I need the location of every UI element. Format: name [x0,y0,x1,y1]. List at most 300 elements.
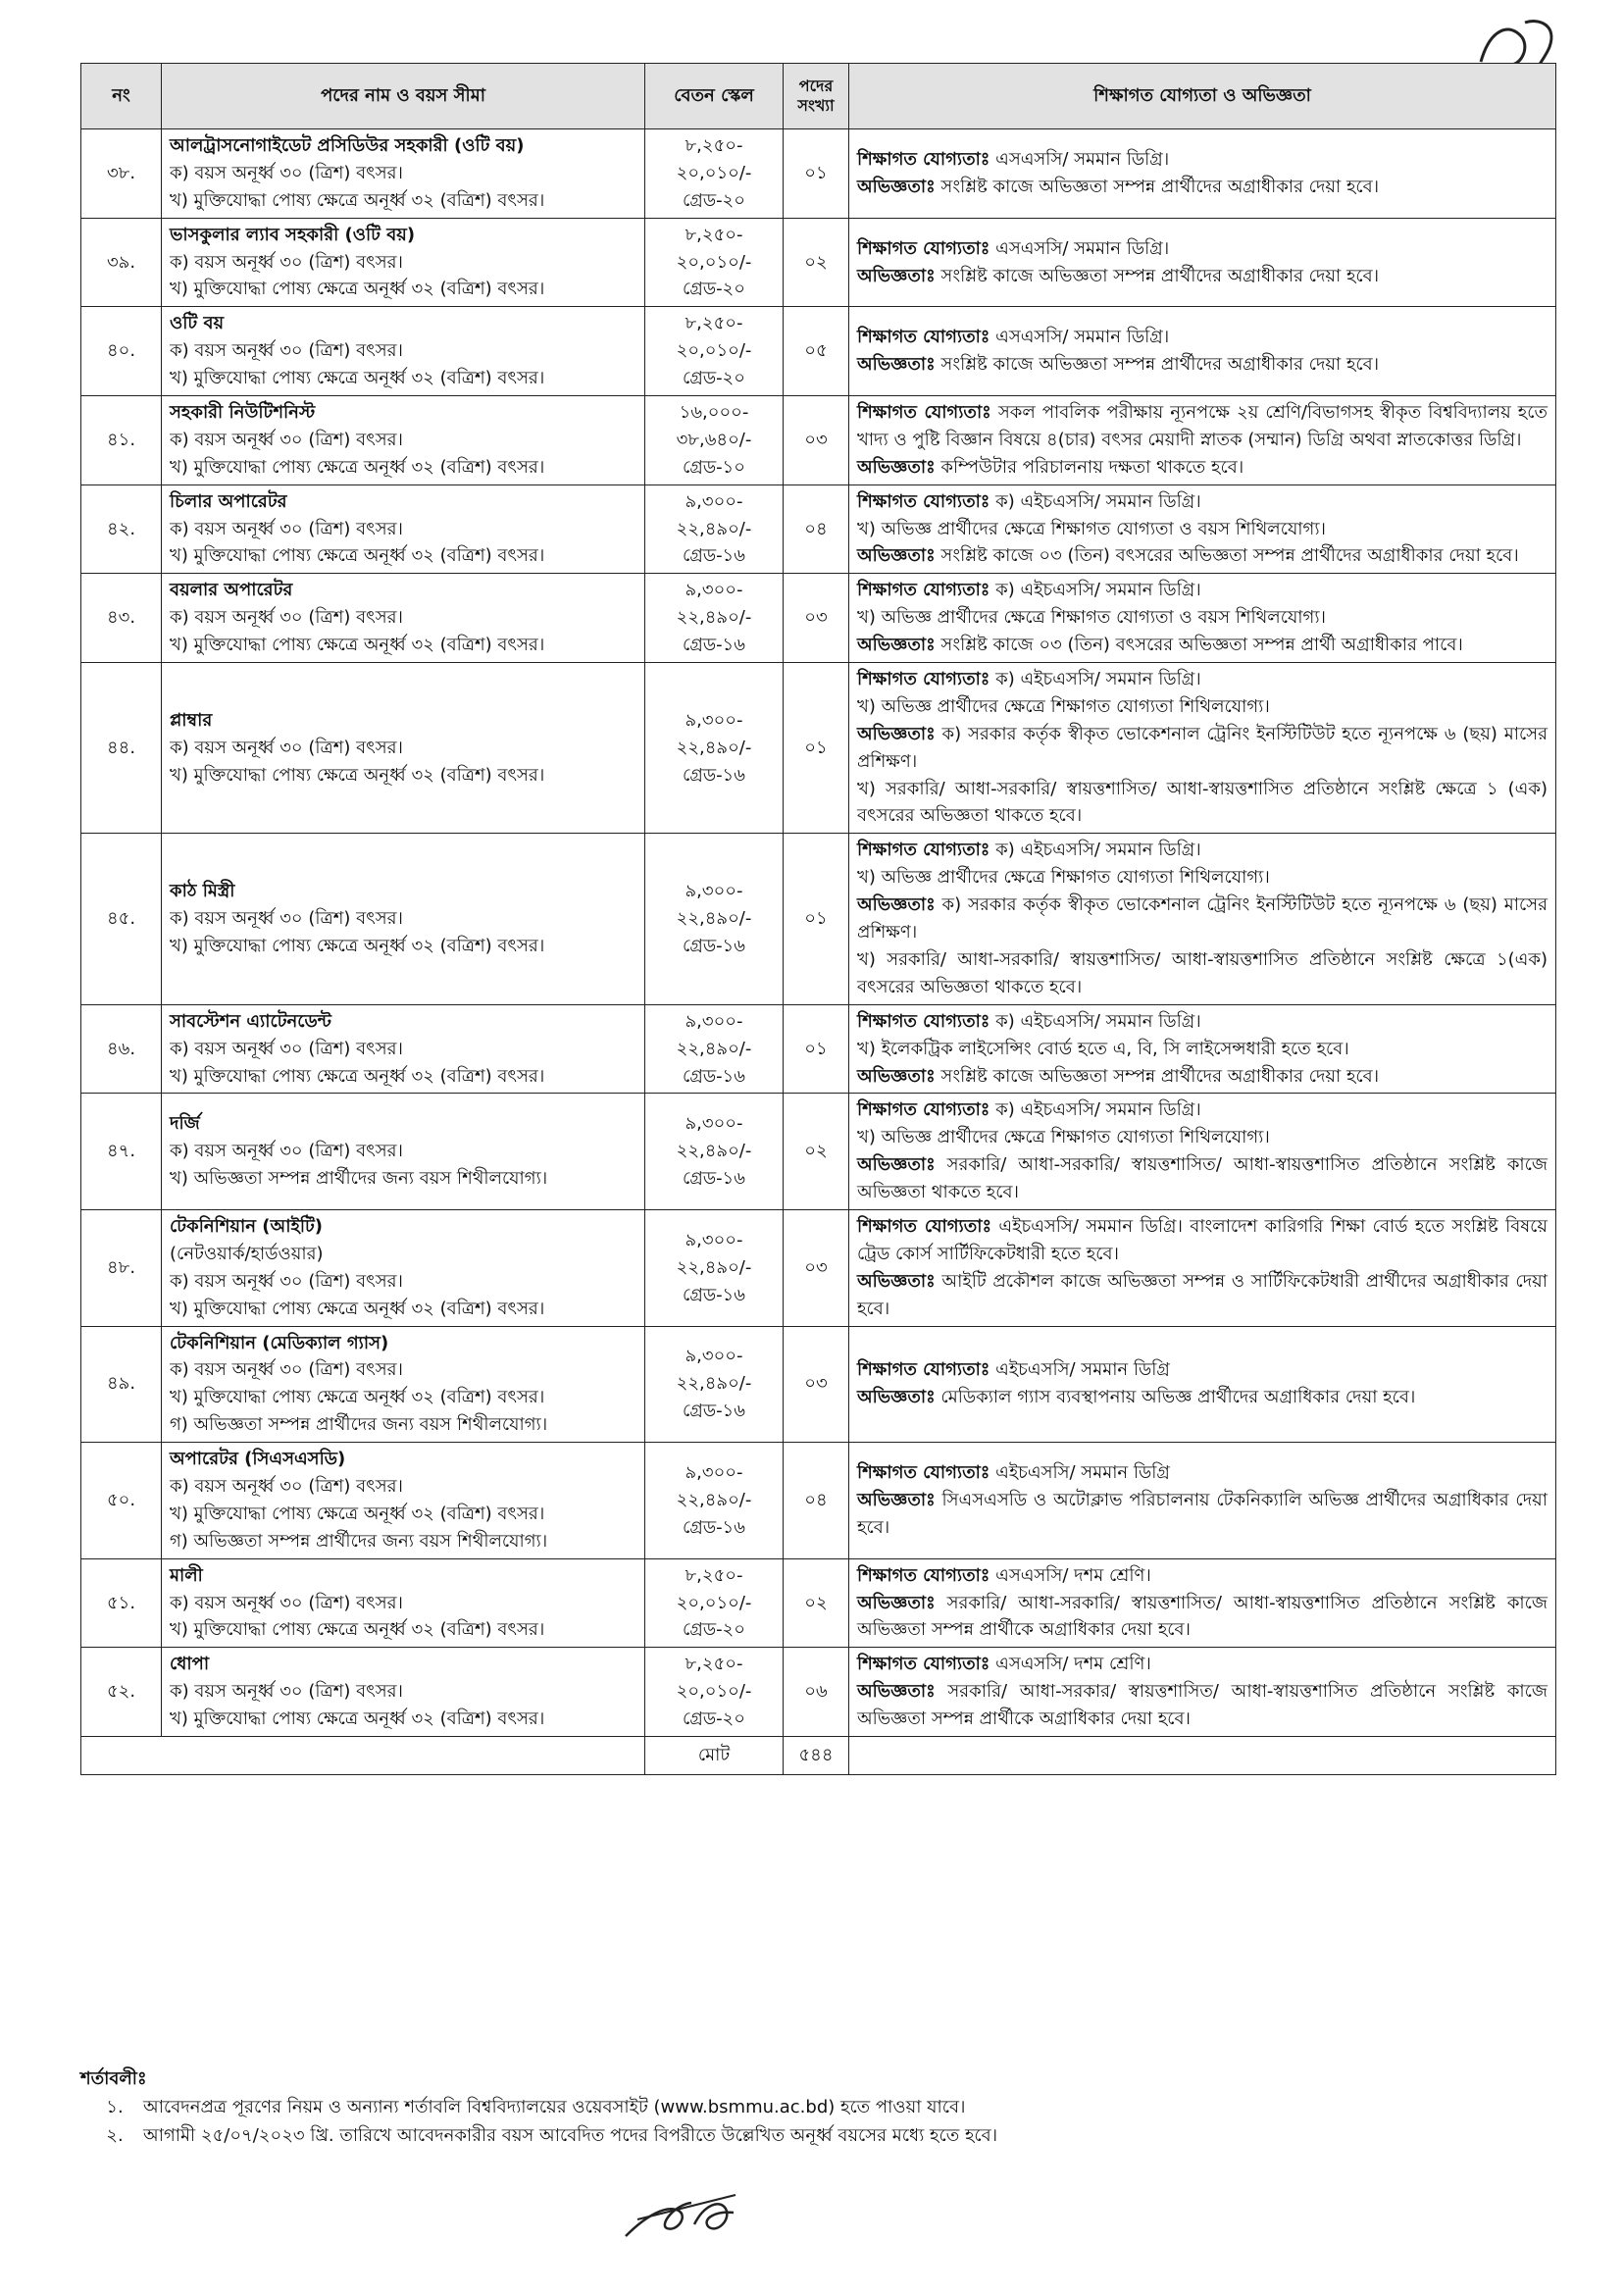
row-number: ৪২. [81,484,162,574]
age-limit-line: (নেটওয়ার্ক/হার্ডওয়ার) [170,1243,324,1264]
qualification-line [857,146,1548,174]
qualification-cell [849,1443,1556,1559]
pay-scale-line: ২২,৪৯০/- [676,1256,752,1278]
qualification-text: ক) সরকার কর্তৃক স্বীকৃত ভোকেশনাল ট্রেনিং ইনস্টিটিউট হতে ন্যূনপক্ষে ৬ (ছয়) মাসের প্রশিক্ষণ। [857,894,1548,943]
pay-scale-line: গ্রেড-২০ [683,1708,745,1730]
qualification-text: খ) ইলেকট্রিক লাইসেন্সিং বোর্ড হতে এ, বি, সি লাইসেন্সধারী হতে হবে। [857,1038,1349,1059]
qualification-label: শিক্ষাগত যোগ্যতাঃ [857,1010,990,1032]
qualification-text: খ) অভিজ্ঞ প্রার্থীদের ক্ষেত্রে শিক্ষাগত যোগ্যতা শিথিলযোগ্য। [857,1127,1270,1148]
table-row [81,218,1556,307]
pay-scale-cell [645,663,784,834]
qualification-line [857,1678,1548,1733]
table-row [81,1558,1556,1648]
header-name: পদের নাম ও বয়স সীমা [162,64,645,129]
qualification-line [857,721,1548,776]
age-limit-line: খ) মুক্তিযোদ্ধা পোষ্য ক্ষেত্রে অনূর্ধ্ব ৩২ (বত্রিশ) বৎসর। [170,1503,545,1524]
header-count: পদের সংখ্যা [784,64,849,129]
qualification-line [857,1384,1548,1411]
post-count: ০৫ [784,307,849,396]
qualification-line [857,1651,1548,1678]
qualification-line [857,1459,1548,1487]
age-limit-line: গ) অভিজ্ঞতা সম্পন্ন প্রার্থীদের জন্য বয়স শিথীলযোগ্য। [170,1414,548,1436]
post-count: ০১ [784,663,849,834]
qualification-text: এইচএসসি/ সমমান ডিগ্রি [990,1462,1170,1484]
qualification-cell [849,1004,1556,1094]
post-title: ওটি বয় [170,313,225,334]
age-limit-line: খ) মুক্তিযোদ্ধা পোষ্য ক্ষেত্রে অনূর্ধ্ব ৩২ (বত্রিশ) বৎসর। [170,1387,545,1408]
pay-scale-line: ১৬,০০০- [679,402,749,424]
qualification-label: অভিজ্ঞতাঃ [857,723,936,744]
qualification-line [857,693,1548,721]
table-row [81,1004,1556,1094]
post-title: বয়লার অপারেটর [170,580,293,601]
qualification-line [857,1151,1548,1206]
qualification-line [857,946,1548,1001]
pay-scale-line: ৯,৩০০- [685,490,743,512]
pay-scale-line: গ্রেড-১৬ [683,635,745,656]
age-limit-line: ক) বয়স অনূর্ধ্ব ৩০ (ত্রিশ) বৎসর। [170,1141,403,1162]
post-name-cell [162,1209,645,1326]
table-row [81,1209,1556,1326]
total-row [81,1736,1556,1774]
age-limit-line: ক) বয়স অনূর্ধ্ব ৩০ (ত্রিশ) বৎসর। [170,737,403,758]
qualification-text: খ) সরকারি/ আধা-সরকারি/ স্বায়ত্তশাসিত/ আধা-স্বায়ত্তশাসিত প্রতিষ্ঠানে সংশ্লিষ্ট ক্ষেত্রে ১(এক) বৎসরের অভিজ্ঞতা থাকতে হবে। [857,948,1548,997]
pay-scale-line: গ্রেড-১৬ [683,935,745,956]
pay-scale-line: ২২,৪৯০/- [676,607,752,629]
qualification-text: ক) এইচএসসি/ সমমান ডিগ্রি। [990,669,1201,690]
qualification-label: অভিজ্ঞতাঃ [857,545,936,567]
pay-scale-line: গ্রেড-২০ [683,189,745,211]
pay-scale-line: গ্রেড-২০ [683,368,745,389]
qualification-cell [849,396,1556,485]
qualification-text: সরকারি/ আধা-সরকারি/ স্বায়ত্তশাসিত/ আধা-স্বায়ত্তশাসিত প্রতিষ্ঠানে সংশ্লিষ্ট কাজে অভিজ্ঞতা সম্পন্ন প্রার্থীকে অগ্রাধিকার দেয়া হবে। [857,1592,1548,1641]
post-title: প্লাম্বার [170,709,213,731]
post-name-cell [162,396,645,485]
qualification-text: সকল পাবলিক পরীক্ষায় ন্যূনপক্ষে ২য় শ্রেণি/বিভাগসহ স্বীকৃত বিশ্ববিদ্যালয় হতে খাদ্য ও পুষ্টি বিজ্ঞান বিষয়ে ৪(চার) বৎসর মেয়াদী স্নাতক (সম্মান) ডিগ্রি অথবা স্নাতকোত্তর ডিগ্রি। [857,402,1548,450]
age-limit-line: খ) মুক্তিযোদ্ধা পোষ্য ক্ষেত্রে অনূর্ধ্ব ৩২ (বত্রিশ) বৎসর। [170,1619,545,1641]
qualification-text: সংশ্লিষ্ট কাজে অভিজ্ঞতা সম্পন্ন প্রার্থীদের অগ্রাধীকার দেয়া হবে। [935,265,1380,286]
pay-scale-cell [645,1443,784,1559]
pay-scale-line: ৮,২৫০- [685,224,743,245]
qualification-cell [849,1209,1556,1326]
qualification-label: শিক্ষাগত যোগ্যতাঃ [857,237,990,259]
age-limit-line: ক) বয়স অনূর্ধ্ব ৩০ (ত্রিশ) বৎসর। [170,1270,403,1292]
age-limit-line: খ) মুক্তিযোদ্ধা পোষ্য ক্ষেত্রে অনূর্ধ্ব ৩২ (বত্রিশ) বৎসর। [170,545,545,567]
row-number: ৫০. [81,1443,162,1559]
pay-scale-cell [645,218,784,307]
post-title: মালী [170,1564,203,1586]
age-limit-line: খ) মুক্তিযোদ্ধা পোষ্য ক্ষেত্রে অনূর্ধ্ব ৩২ (বত্রিশ) বৎসর। [170,935,545,956]
qualification-line [857,1562,1548,1590]
table-row [81,1326,1556,1443]
qualification-line [857,351,1548,379]
age-limit-line: ক) বয়স অনূর্ধ্ব ৩০ (ত্রিশ) বৎসর। [170,251,403,273]
post-title: চিলার অপারেটর [170,490,287,512]
signature-mark [618,2175,745,2254]
qualification-line [857,263,1548,290]
qualification-label: অভিজ্ঞতাঃ [857,1065,936,1087]
qualification-label: শিক্ষাগত যোগ্যতাঃ [857,1564,990,1586]
post-name-cell [162,834,645,1004]
post-name-cell [162,307,645,396]
qualification-line [857,1036,1548,1063]
qualification-line [857,454,1548,482]
qualification-label: অভিজ্ঞতাঃ [857,1387,936,1408]
qualification-label: শিক্ষাগত যোগ্যতাঃ [857,1099,990,1121]
post-count: ০৩ [784,1209,849,1326]
terms-item-number: ১. [106,2096,124,2117]
terms-item-text: আবেদনপ্রত্র পূরণের নিয়ম ও অন্যান্য শর্তাবলি বিশ্ববিদ্যালয়ের ওয়েবসাইট (www.bsmmu.ac.bd) হতে পাওয়া যাবে। [143,2096,966,2117]
post-count: ০২ [784,1094,849,1210]
header-scale: বেতন স্কেল [645,64,784,129]
pay-scale-line: ৯,৩০০- [685,580,743,601]
qualification-text: ক) এইচএসসি/ সমমান ডিগ্রি। [990,580,1201,601]
post-name-cell [162,1648,645,1737]
age-limit-line: খ) মুক্তিযোদ্ধা পোষ্য ক্ষেত্রে অনূর্ধ্ব ৩২ (বত্রিশ) বৎসর। [170,764,545,786]
post-count: ০২ [784,218,849,307]
age-limit-line: খ) অভিজ্ঞতা সম্পন্ন প্রার্থীদের জন্য বয়স শিথীলযোগ্য। [170,1168,548,1190]
post-name-cell [162,1004,645,1094]
qualification-text: সংশ্লিষ্ট কাজে অভিজ্ঞতা সম্পন্ন প্রার্থীদের অগ্রাধীকার দেয়া হবে। [935,176,1380,197]
qualification-line [857,488,1548,516]
qualification-line [857,1063,1548,1091]
pay-scale-line: গ্রেড-২০ [683,1619,745,1641]
pay-scale-line: ২০,০১০/- [676,162,752,183]
row-number: ৪৪. [81,663,162,834]
row-number: ৪৭. [81,1094,162,1210]
age-limit-line: ক) বয়স অনূর্ধ্ব ৩০ (ত্রিশ) বৎসর। [170,908,403,930]
qualification-text: ক) এইচএসসি/ সমমান ডিগ্রি। [990,1099,1201,1121]
qualification-label: শিক্ষাগত যোগ্যতাঃ [857,1462,990,1484]
age-limit-line: ক) বয়স অনূর্ধ্ব ৩০ (ত্রিশ) বৎসর। [170,1681,403,1703]
post-title: আলট্রাসনোগাইডেট প্রসিডিউর সহকারী (ওটি বয়) [170,135,525,156]
qualification-text: সংশ্লিষ্ট কাজে ০৩ (তিন) বৎসরের অভিজ্ঞতা সম্পন্ন প্রার্থীদের অগ্রাধীকার দেয়া হবে। [935,545,1519,567]
post-name-cell [162,1094,645,1210]
pay-scale-cell [645,1209,784,1326]
qualification-label: শিক্ষাগত যোগ্যতাঃ [857,580,990,601]
post-count: ০১ [784,129,849,219]
pay-scale-line: ৯,৩০০- [685,1113,743,1135]
qualification-line [857,776,1548,831]
pay-scale-line: ৮,২৫০- [685,1654,743,1675]
row-number: ৪১. [81,396,162,485]
pay-scale-line: ৮,২৫০- [685,313,743,334]
table-row [81,1094,1556,1210]
terms-item [80,2122,1555,2151]
qualification-line [857,837,1548,864]
pay-scale-line: ২০,০১০/- [676,1592,752,1613]
table-row [81,834,1556,1004]
qualification-text: সরকারি/ আধা-সরকার/ স্বায়ত্তশাসিত/ আধা-স্বায়ত্তশাসিত প্রতিষ্ঠানে সংশ্লিষ্ট কাজে অভিজ্ঞতা সম্পন্ন প্রার্থীকে অগ্রাধিকার দেয়া হবে। [857,1681,1548,1730]
post-title: দর্জি [170,1113,200,1135]
qualification-text: খ) অভিজ্ঞ প্রার্থীদের ক্ষেত্রে শিক্ষাগত যোগ্যতা শিথিলযোগ্য। [857,695,1270,717]
pay-scale-line: ২২,৪৯০/- [676,1489,752,1510]
qualification-cell [849,484,1556,574]
table-row [81,307,1556,396]
qualification-line [857,1213,1548,1268]
qualification-line [857,577,1548,604]
pay-scale-cell [645,129,784,219]
terms-heading: শর্তাবলীঃ [80,2068,147,2089]
pay-scale-line: গ্রেড-১৬ [683,1401,745,1422]
pay-scale-line: ২২,৪৯০/- [676,1038,752,1059]
qualification-cell [849,574,1556,663]
pay-scale-line: ৯,৩০০- [685,1229,743,1250]
table-row [81,129,1556,219]
qualification-text: খ) অভিজ্ঞ প্রার্থীদের ক্ষেত্রে শিক্ষাগত যোগ্যতা ও বয়স শিথিলযোগ্য। [857,518,1326,539]
qualification-text: এসএসসি/ দশম শ্রেণি। [990,1654,1151,1675]
post-name-cell [162,574,645,663]
age-limit-line: ক) বয়স অনূর্ধ্ব ৩০ (ত্রিশ) বৎসর। [170,1038,403,1059]
qualification-text: এইচএসসি/ সমমান ডিগ্রি। বাংলাদেশ কারিগরি শিক্ষা বোর্ড হতে সংশ্লিষ্ট বিষয়ে ট্রেড কোর্স সার্টিফিকেটধারী হতে হবে। [857,1215,1548,1264]
pay-scale-line: ৮,২৫০- [685,135,743,156]
post-count: ০৩ [784,574,849,663]
pay-scale-line: ৩৮,৬৪০/- [676,429,752,450]
pay-scale-cell [645,307,784,396]
total-label: মোট [645,1736,784,1774]
qualification-line [857,1487,1548,1542]
qualification-label: শিক্ষাগত যোগ্যতাঃ [857,669,990,690]
pay-scale-cell [645,1326,784,1443]
pay-scale-line: গ্রেড-২০ [683,279,745,300]
qualification-text: সংশ্লিষ্ট কাজে অভিজ্ঞতা সম্পন্ন প্রার্থীদের অগ্রাধীকার দেয়া হবে। [935,354,1380,376]
table-row [81,1443,1556,1559]
post-count: ০৪ [784,484,849,574]
pay-scale-cell [645,1648,784,1737]
post-count: ০৪ [784,1443,849,1559]
post-count: ০২ [784,1558,849,1648]
table-header-row [81,64,1556,129]
qualification-cell [849,1094,1556,1210]
qualification-label: অভিজ্ঞতাঃ [857,1154,936,1176]
qualification-label: অভিজ্ঞতাঃ [857,1592,936,1613]
terms-item [80,2094,1555,2122]
row-number: ৪৮. [81,1209,162,1326]
pay-scale-line: ৯,৩০০- [685,881,743,902]
pay-scale-line: ২০,০১০/- [676,340,752,362]
pay-scale-cell [645,1094,784,1210]
row-number: ৪৩. [81,574,162,663]
pay-scale-cell [645,1004,784,1094]
qualification-cell [849,1558,1556,1648]
age-limit-line: ক) বয়স অনূর্ধ্ব ৩০ (ত্রিশ) বৎসর। [170,607,403,629]
qualification-line [857,235,1548,263]
qualification-text: সিএসএসডি ও অটোক্লাভ পরিচালনায় টেকনিক্যালি অভিজ্ঞ প্রার্থীদের অগ্রাধিকার দেয়া হবে। [857,1489,1548,1538]
table-row [81,574,1556,663]
post-name-cell [162,1443,645,1559]
qualification-text: এইচএসসি/ সমমান ডিগ্রি [990,1359,1170,1381]
post-count: ০১ [784,834,849,1004]
post-title: ভাসকুলার ল্যাব সহকারী (ওটি বয়) [170,224,416,245]
age-limit-line: ক) বয়স অনূর্ধ্ব ৩০ (ত্রিশ) বৎসর। [170,340,403,362]
post-title: টেকনিশিয়ান (আইটি) [170,1215,323,1237]
qualification-text: এসএসসি/ সমমান ডিগ্রি। [990,237,1170,259]
qualification-cell [849,129,1556,219]
age-limit-line: খ) মুক্তিযোদ্ধা পোষ্য ক্ষেত্রে অনূর্ধ্ব ৩২ (বত্রিশ) বৎসর। [170,1065,545,1087]
qualification-line [857,666,1548,693]
age-limit-line: খ) মুক্তিযোদ্ধা পোষ্য ক্ষেত্রে অনূর্ধ্ব ৩২ (বত্রিশ) বৎসর। [170,456,545,478]
total-blank-right [849,1736,1556,1774]
pay-scale-cell [645,834,784,1004]
post-count: ০৩ [784,1326,849,1443]
qualification-line [857,864,1548,892]
post-title: অপারেটর (সিএসএসডি) [170,1449,346,1470]
post-title: সাবস্টেশন এ্যাটেনডেন্ট [170,1010,331,1032]
pay-scale-line: গ্রেড-১৬ [683,545,745,567]
age-limit-line: ক) বয়স অনূর্ধ্ব ৩০ (ত্রিশ) বৎসর। [170,162,403,183]
age-limit-line: খ) মুক্তিযোদ্ধা পোষ্য ক্ষেত্রে অনূর্ধ্ব ৩২ (বত্রিশ) বৎসর। [170,635,545,656]
qualification-line [857,632,1548,659]
row-number: ৫২. [81,1648,162,1737]
post-count: ০৬ [784,1648,849,1737]
qualification-cell [849,663,1556,834]
qualification-text: ক) সরকার কর্তৃক স্বীকৃত ভোকেশনাল ট্রেনিং ইনস্টিটিউট হতে ন্যূনপক্ষে ৬ (ছয়) মাসের প্রশিক্ষণ। [857,723,1548,772]
qualification-line [857,892,1548,946]
pay-scale-line: ২২,৪৯০/- [676,518,752,539]
qualification-label: শিক্ষাগত যোগ্যতাঃ [857,1215,992,1237]
pay-scale-line: গ্রেড-১৬ [683,764,745,786]
post-name-cell [162,1558,645,1648]
post-name-cell [162,1326,645,1443]
job-posts-table [80,63,1556,1775]
qualification-line [857,1096,1548,1124]
qualification-label: অভিজ্ঞতাঃ [857,1681,936,1703]
qualification-label: অভিজ্ঞতাঃ [857,1270,936,1292]
table-row [81,663,1556,834]
table-row [81,396,1556,485]
qualification-line [857,1124,1548,1151]
pay-scale-line: ২০,০১০/- [676,1681,752,1703]
qualification-label: শিক্ষাগত যোগ্যতাঃ [857,840,990,861]
qualification-line [857,542,1548,570]
age-limit-line: ক) বয়স অনূর্ধ্ব ৩০ (ত্রিশ) বৎসর। [170,429,403,450]
age-limit-line: খ) মুক্তিযোদ্ধা পোষ্য ক্ষেত্রে অনূর্ধ্ব ৩২ (বত্রিশ) বৎসর। [170,1708,545,1730]
row-number: ৩৯. [81,218,162,307]
pay-scale-line: ২০,০১০/- [676,251,752,273]
qualification-text: ক) এইচএসসি/ সমমান ডিগ্রি। [990,840,1201,861]
age-limit-line: খ) মুক্তিযোদ্ধা পোষ্য ক্ষেত্রে অনূর্ধ্ব ৩২ (বত্রিশ) বৎসর। [170,279,545,300]
post-name-cell [162,129,645,219]
total-blank [81,1736,645,1774]
qualification-line [857,1356,1548,1384]
qualification-label: অভিজ্ঞতাঃ [857,456,936,478]
header-no: নং [81,64,162,129]
qualification-line [857,324,1548,351]
post-title: কাঠ মিস্ত্রী [170,881,235,902]
qualification-text: মেডিক্যাল গ্যাস ব্যবস্থাপনায় অভিজ্ঞ প্রার্থীদের অগ্রাধিকার দেয়া হবে। [935,1387,1416,1408]
table-row [81,1648,1556,1737]
qualification-line [857,1590,1548,1645]
age-limit-line: গ) অভিজ্ঞতা সম্পন্ন প্রার্থীদের জন্য বয়স শিথীলযোগ্য। [170,1530,548,1552]
post-name-cell [162,218,645,307]
pay-scale-line: ৯,৩০০- [685,709,743,731]
age-limit-line: ক) বয়স অনূর্ধ্ব ৩০ (ত্রিশ) বৎসর। [170,1359,403,1381]
terms-item-text: আগামী ২৫/০৭/২০২৩ খ্রি. তারিখে আবেদনকারীর বয়স আবেদিত পদের বিপরীতে উল্লেখিত অনূর্ধ্ব বয়সের মধ্যে হতে হবে। [143,2124,998,2146]
pay-scale-cell [645,574,784,663]
pay-scale-line: গ্রেড-১৬ [683,1516,745,1538]
total-value: ৫৪৪ [784,1736,849,1774]
age-limit-line: ক) বয়স অনূর্ধ্ব ৩০ (ত্রিশ) বৎসর। [170,1592,403,1613]
pay-scale-line: ৮,২৫০- [685,1564,743,1586]
qualification-text: ক) এইচএসসি/ সমমান ডিগ্রি। [990,490,1201,512]
qualification-line [857,1268,1548,1323]
qualification-label: শিক্ষাগত যোগ্যতাঃ [857,1359,990,1381]
qualification-label: শিক্ষাগত যোগ্যতাঃ [857,327,990,348]
qualification-label: অভিজ্ঞতাঃ [857,635,936,656]
qualification-cell [849,218,1556,307]
post-name-cell [162,484,645,574]
pay-scale-line: গ্রেড-১৬ [683,1065,745,1087]
qualification-line [857,399,1548,454]
qualification-label: অভিজ্ঞতাঃ [857,1489,936,1510]
table-row [81,484,1556,574]
pay-scale-line: গ্রেড-১৬ [683,1168,745,1190]
qualification-line [857,516,1548,543]
qualification-text: খ) সরকারি/ আধা-সরকারি/ স্বায়ত্তশাসিত/ আধা-স্বায়ত্তশাসিত প্রতিষ্ঠানে সংশ্লিষ্ট ক্ষেত্রে ১ (এক) বৎসরের অভিজ্ঞতা থাকতে হবে। [857,778,1548,827]
pay-scale-cell [645,1558,784,1648]
row-number: ৪০. [81,307,162,396]
age-limit-line: খ) মুক্তিযোদ্ধা পোষ্য ক্ষেত্রে অনূর্ধ্ব ৩২ (বত্রিশ) বৎসর। [170,368,545,389]
pay-scale-line: ২২,৪৯০/- [676,737,752,758]
row-number: ৫১. [81,1558,162,1648]
pay-scale-line: গ্রেড-১০ [683,456,745,478]
qualification-text: এসএসসি/ দশম শ্রেণি। [990,1564,1151,1586]
age-limit-line: খ) মুক্তিযোদ্ধা পোষ্য ক্ষেত্রে অনূর্ধ্ব ৩২ (বত্রিশ) বৎসর। [170,1298,545,1319]
terms-item-number: ২. [106,2124,124,2146]
qualification-text: আইটি প্রকৌশল কাজে অভিজ্ঞতা সম্পন্ন ও সার্টিফিকেটধারী প্রার্থীদের অগ্রাধীকার দেয়া হবে। [857,1270,1548,1319]
qualification-label: অভিজ্ঞতাঃ [857,265,936,286]
pay-scale-line: গ্রেড-১৬ [683,1284,745,1305]
qualification-label: অভিজ্ঞতাঃ [857,354,936,376]
pay-scale-line: ২২,৪৯০/- [676,908,752,930]
row-number: ৪৬. [81,1004,162,1094]
qualification-text: কম্পিউটার পরিচালনায় দক্ষতা থাকতে হবে। [935,456,1244,478]
qualification-label: শিক্ষাগত যোগ্যতাঃ [857,148,990,170]
qualification-label: শিক্ষাগত যোগ্যতাঃ [857,490,990,512]
header-qualification: শিক্ষাগত যোগ্যতা ও অভিজ্ঞতা [849,64,1556,129]
qualification-label: শিক্ষাগত যোগ্যতাঃ [857,402,991,424]
qualification-text: সংশ্লিষ্ট কাজে অভিজ্ঞতা সম্পন্ন প্রার্থীদের অগ্রাধীকার দেয়া হবে। [935,1065,1380,1087]
post-title: সহকারী নিউটিশনিস্ট [170,402,316,424]
age-limit-line: ক) বয়স অনূর্ধ্ব ৩০ (ত্রিশ) বৎসর। [170,1475,403,1497]
qualification-text: সংশ্লিষ্ট কাজে ০৩ (তিন) বৎসরের অভিজ্ঞতা সম্পন্ন প্রার্থী অগ্রাধীকার পাবে। [935,635,1463,656]
row-number: ৪৯. [81,1326,162,1443]
qualification-text: সরকারি/ আধা-সরকারি/ স্বায়ত্তশাসিত/ আধা-স্বায়ত্তশাসিত প্রতিষ্ঠানে সংশ্লিষ্ট কাজে অভিজ্ঞতা থাকতে হবে। [857,1154,1548,1203]
post-count: ০৩ [784,396,849,485]
row-number: ৪৫. [81,834,162,1004]
qualification-text: ক) এইচএসসি/ সমমান ডিগ্রি। [990,1010,1201,1032]
qualification-cell [849,834,1556,1004]
qualification-label: শিক্ষাগত যোগ্যতাঃ [857,1654,990,1675]
row-number: ৩৮. [81,129,162,219]
qualification-text: খ) অভিজ্ঞ প্রার্থীদের ক্ষেত্রে শিক্ষাগত যোগ্যতা শিথিলযোগ্য। [857,867,1270,889]
qualification-cell [849,1648,1556,1737]
pay-scale-line: ২২,৪৯০/- [676,1141,752,1162]
post-count: ০১ [784,1004,849,1094]
qualification-line [857,1008,1548,1036]
post-title: ধোপা [170,1654,210,1675]
qualification-cell [849,1326,1556,1443]
terms-section [80,2065,1555,2150]
qualification-line [857,604,1548,632]
qualification-line [857,174,1548,201]
qualification-text: খ) অভিজ্ঞ প্রার্থীদের ক্ষেত্রে শিক্ষাগত যোগ্যতা ও বয়স শিথিলযোগ্য। [857,607,1326,629]
pay-scale-line: ৯,৩০০- [685,1346,743,1367]
qualification-text: এসএসসি/ সমমান ডিগ্রি। [990,327,1170,348]
post-name-cell [162,663,645,834]
qualification-label: অভিজ্ঞতাঃ [857,176,936,197]
qualification-label: অভিজ্ঞতাঃ [857,894,936,916]
